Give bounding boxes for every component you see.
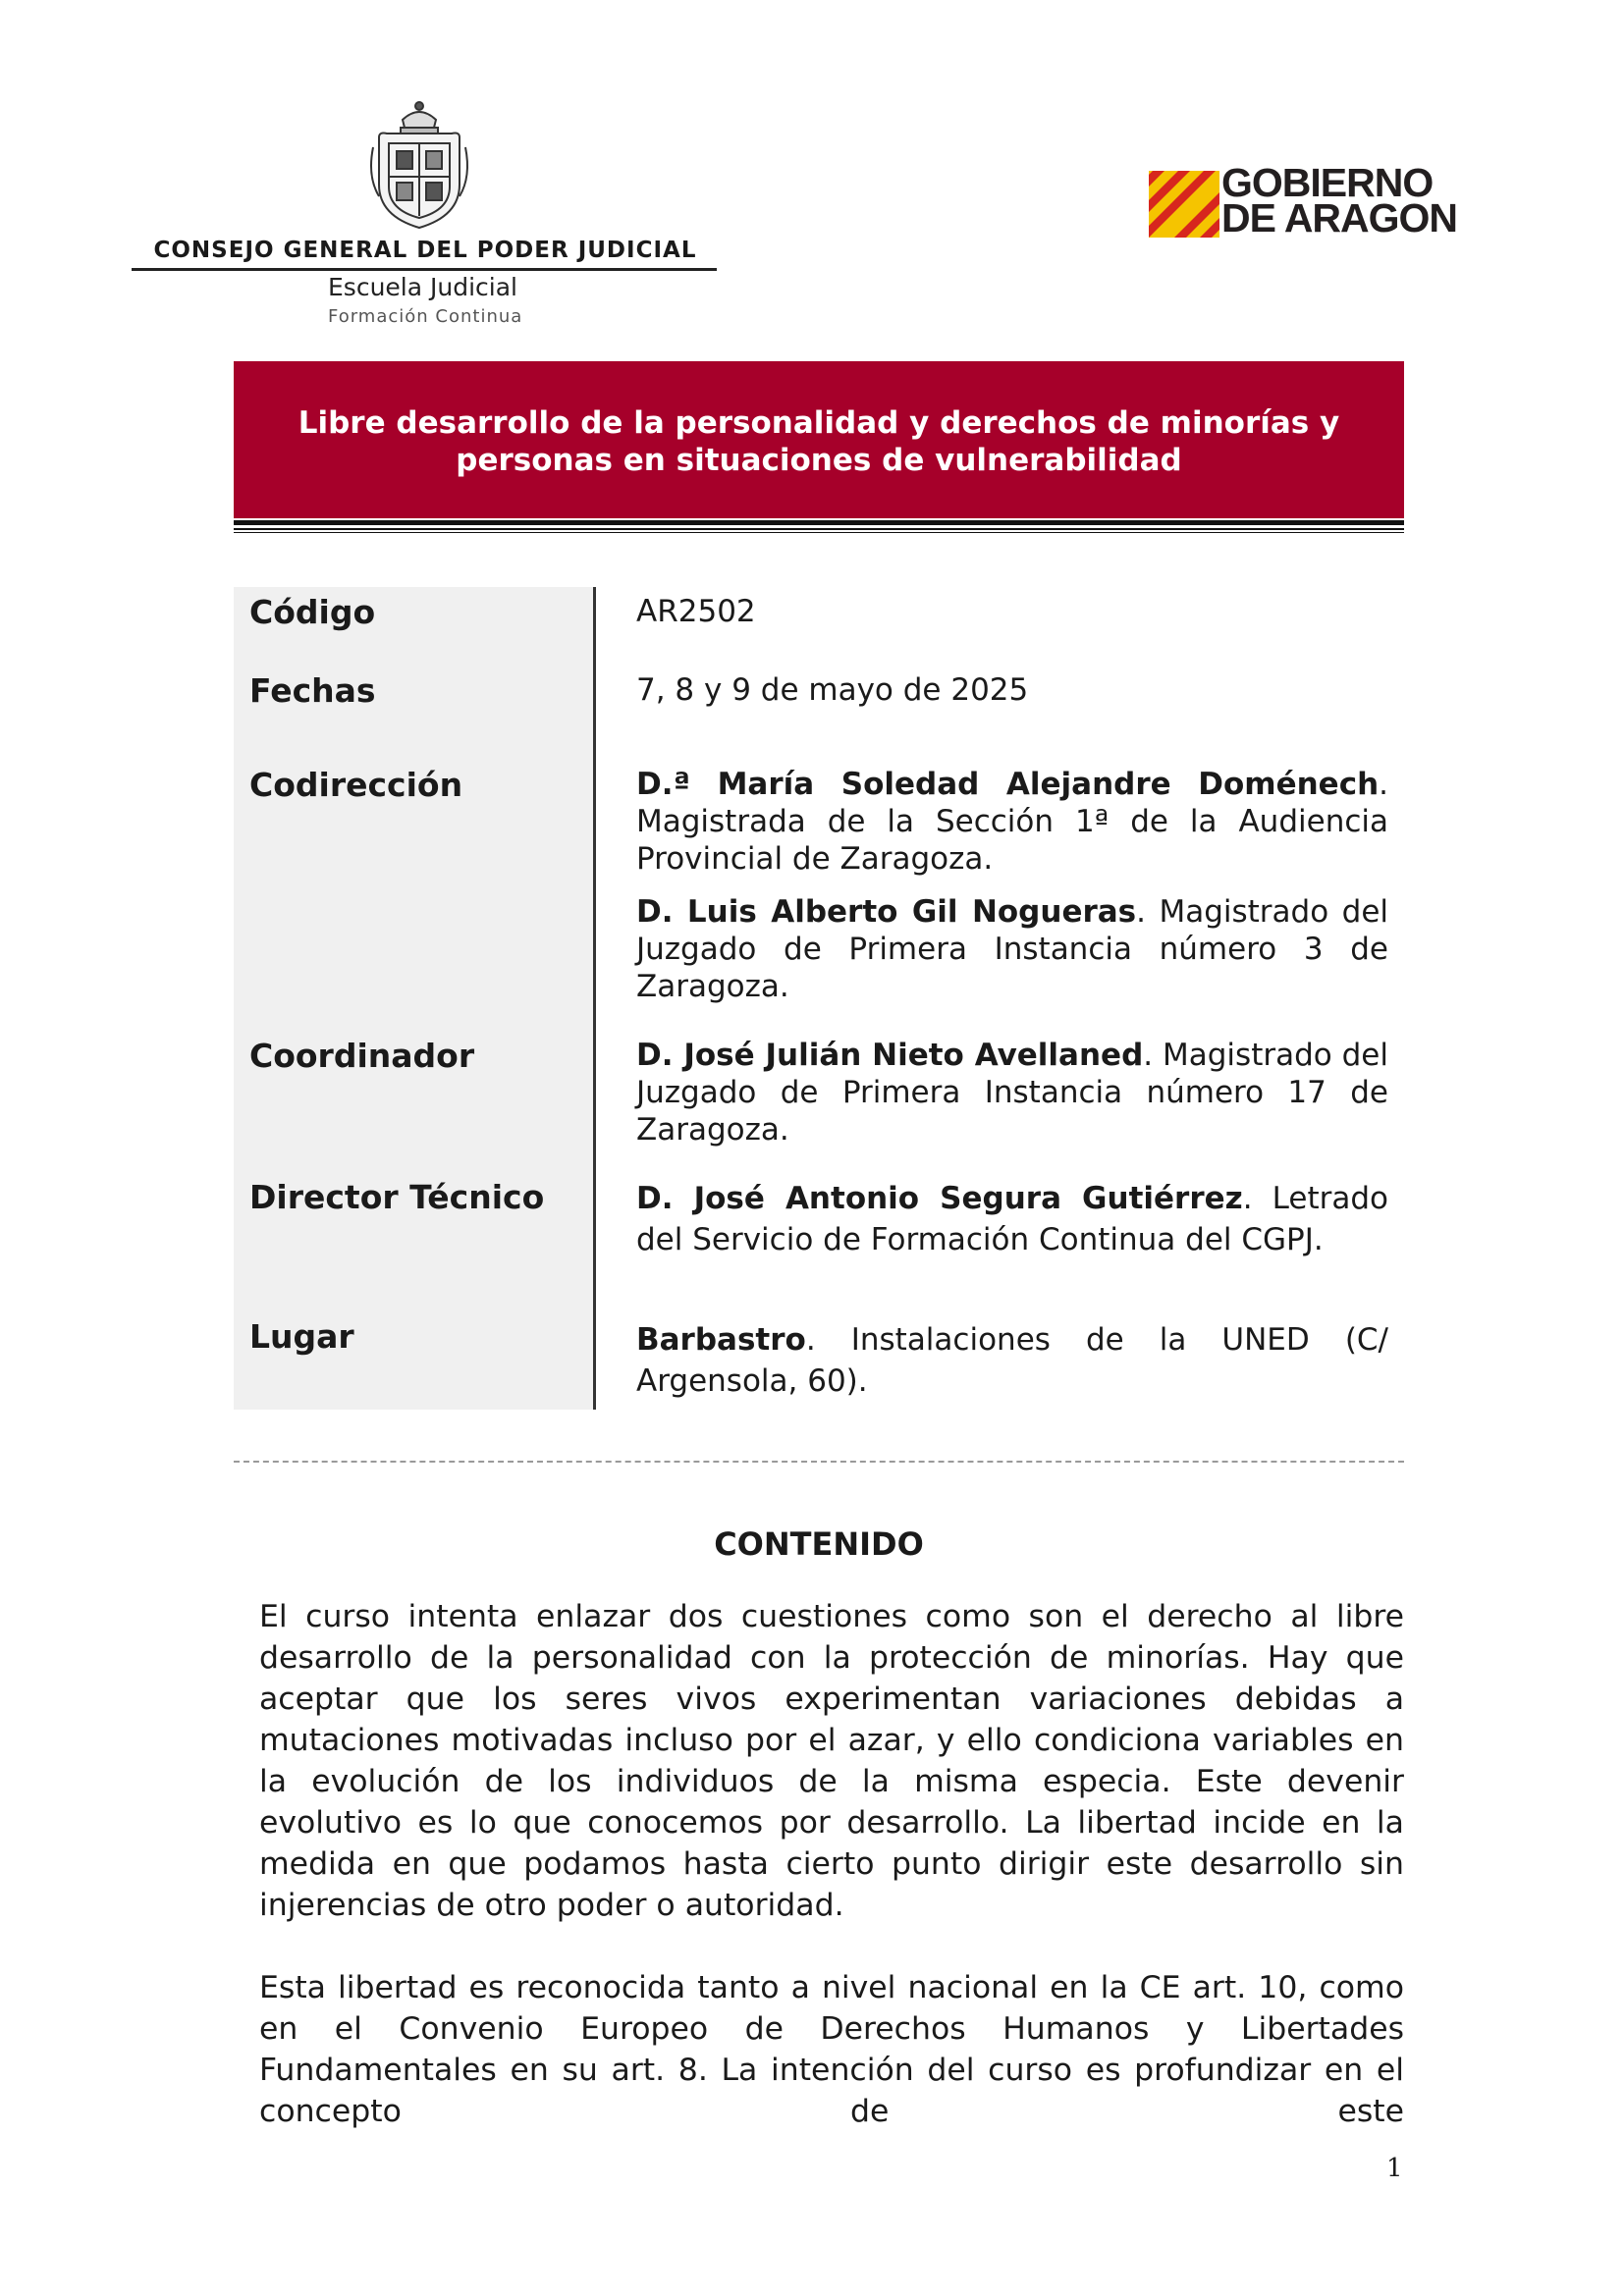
org-subtitle: Escuela Judicial — [328, 273, 517, 301]
org-name: CONSEJO GENERAL DEL PODER JUDICIAL — [153, 238, 697, 263]
codigo-value: AR2502 — [636, 594, 756, 629]
banner-rule — [234, 528, 1404, 530]
director-value — [636, 1178, 1388, 1260]
director-desc: . Letrado del Servicio de Formación Continua del CGPJ. — [636, 1181, 1389, 1257]
banner-rule — [234, 532, 1404, 533]
content-heading: CONTENIDO — [714, 1525, 924, 1563]
aragon-logo-line1: GOBIERNO — [1221, 160, 1434, 205]
aragon-logo-line2: DE ARAGON — [1221, 195, 1458, 240]
codigo-label: Código — [249, 593, 376, 631]
coordinador-name: D. José Julián Nieto Avellaned — [636, 1038, 1144, 1073]
aragon-logo-text — [1221, 160, 1458, 240]
page-number: 1 — [1386, 2154, 1403, 2183]
content-paragraph-2: Esta libertad es reconocida tanto a nivel nacional en la CE art. 10, como en el Convenio Europeo de Derechos Humanos y Libertades Fundamentales en su art. 8. La intención del curso es profundizar en el concepto de este — [259, 1970, 1404, 2129]
org-subtitle-secondary: Formación Continua — [328, 306, 523, 327]
title-banner — [234, 361, 1404, 518]
lugar-desc: . Instalaciones de la UNED (C/ Argensola, 60). — [636, 1322, 1388, 1399]
coordinador-desc: . Magistrado del Juzgado de Primera Instancia número 17 de Zaragoza. — [636, 1038, 1388, 1148]
info-column-divider — [593, 587, 596, 1410]
coordinador-value — [636, 1037, 1388, 1148]
info-label-column — [234, 587, 593, 1410]
cgpj-seal-logo — [365, 98, 473, 234]
lugar-label: Lugar — [249, 1317, 354, 1356]
codireccion-desc-1: . Magistrada de la Sección 1ª de la Audiencia Provincial de Zaragoza. — [636, 767, 1388, 877]
aragon-flag-icon — [1149, 171, 1219, 238]
lugar-name: Barbastro — [636, 1322, 806, 1358]
content-paragraph-1: El curso intenta enlazar dos cuestiones como son el derecho al libre desarrollo de la personalidad con la protección de minorías. Hay que aceptar que los seres vivos experimentan variaciones debidas a mutaciones motivadas incluso por el azar, y ello condiciona variables en la evolución de los individuos de la misma especia. Este devenir evolutivo es lo que conocemos por desarrollo. La libertad incide en la medida en que podamos hasta cierto punto dirigir este desarrollo sin injerencias de otro poder o autoridad. — [259, 1599, 1404, 1923]
banner-rule — [234, 520, 1404, 525]
codireccion-value-2 — [636, 893, 1388, 1005]
codireccion-desc-2: . Magistrado del Juzgado de Primera Instancia número 3 de Zaragoza. — [636, 894, 1389, 1004]
codireccion-value-1 — [636, 766, 1388, 878]
fechas-label: Fechas — [249, 671, 376, 710]
codireccion-name-1: D.ª María Soledad Alejandre Doménech — [636, 767, 1380, 802]
coordinador-label: Coordinador — [249, 1037, 475, 1075]
lugar-value — [636, 1319, 1388, 1402]
codireccion-label: Codirección — [249, 766, 463, 804]
org-divider — [132, 268, 717, 271]
fechas-value: 7, 8 y 9 de mayo de 2025 — [636, 672, 1029, 708]
director-name: D. José Antonio Segura Gutiérrez — [636, 1181, 1243, 1216]
section-divider — [234, 1461, 1404, 1463]
codireccion-name-2: D. Luis Alberto Gil Nogueras — [636, 894, 1137, 930]
course-title: Libre desarrollo de la personalidad y derechos de minorías y personas en situaciones de vulnerabilidad — [298, 405, 1340, 478]
director-label: Director Técnico — [249, 1178, 545, 1216]
